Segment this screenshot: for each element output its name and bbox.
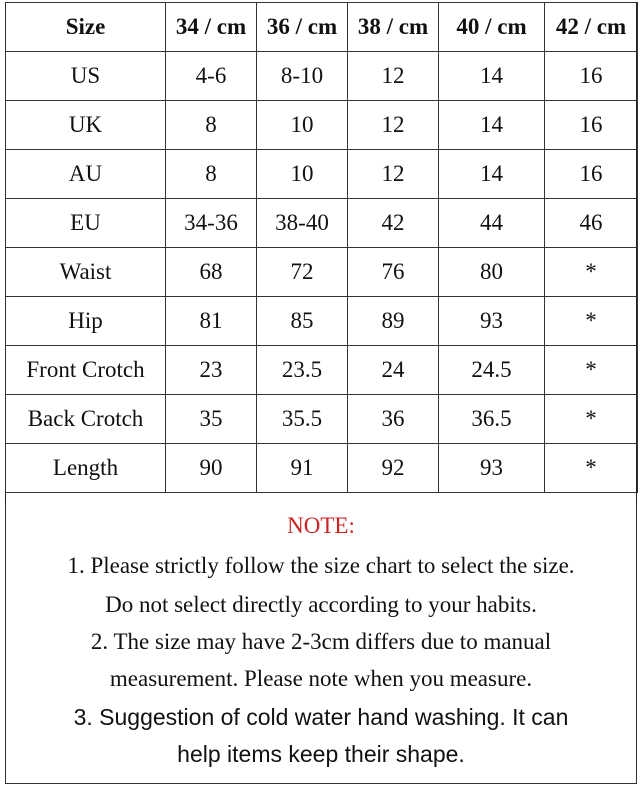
- table-cell: 38-40: [257, 199, 348, 248]
- table-cell: *: [545, 248, 638, 297]
- note-line-3: 2. The size may have 2-3cm differs due to manual: [90, 629, 552, 654]
- row-label: EU: [6, 199, 166, 248]
- table-cell: 12: [348, 150, 439, 199]
- table-row: [6, 444, 638, 493]
- row-label: UK: [6, 101, 166, 150]
- table-header-row: [6, 3, 638, 52]
- table-cell: *: [545, 297, 638, 346]
- table-cell: 68: [166, 248, 257, 297]
- table-cell: 14: [439, 101, 545, 150]
- table-cell: *: [545, 346, 638, 395]
- table-cell: 16: [545, 150, 638, 199]
- table-cell: 24.5: [439, 346, 545, 395]
- table-cell: *: [545, 395, 638, 444]
- table-row: [6, 297, 638, 346]
- row-label: US: [6, 52, 166, 101]
- table-cell: 92: [348, 444, 439, 493]
- table-cell: 24: [348, 346, 439, 395]
- table-cell: 93: [439, 444, 545, 493]
- table-row: [6, 199, 638, 248]
- row-label: Back Crotch: [6, 395, 166, 444]
- table-cell: 8-10: [257, 52, 348, 101]
- table-cell: 8: [166, 150, 257, 199]
- table-row: [6, 395, 638, 444]
- table-cell: 72: [257, 248, 348, 297]
- table-cell: 16: [545, 101, 638, 150]
- note-line-6: help items keep their shape.: [177, 741, 465, 767]
- table-cell: 42: [348, 199, 439, 248]
- row-label: AU: [6, 150, 166, 199]
- table-cell: 36.5: [439, 395, 545, 444]
- table-row: [6, 52, 638, 101]
- table-cell: 46: [545, 199, 638, 248]
- table-row: [6, 101, 638, 150]
- note-line-2: Do not select directly according to your habits.: [105, 592, 537, 617]
- header-40: 40 / cm: [439, 3, 545, 52]
- table-row: [6, 248, 638, 297]
- note-line-5: 3. Suggestion of cold water hand washing. It can: [73, 704, 569, 730]
- table-cell: 34-36: [166, 199, 257, 248]
- header-38: 38 / cm: [348, 3, 439, 52]
- table-cell: 93: [439, 297, 545, 346]
- note-line-1: 1. Please strictly follow the size chart to select the size.: [67, 553, 575, 578]
- table-cell: 23: [166, 346, 257, 395]
- table-cell: 35.5: [257, 395, 348, 444]
- note-line-4: measurement. Please note when you measure.: [109, 666, 533, 691]
- header-36: 36 / cm: [257, 3, 348, 52]
- note-title: NOTE:: [287, 513, 355, 538]
- row-label: Length: [6, 444, 166, 493]
- table-cell: 12: [348, 101, 439, 150]
- table-cell: 12: [348, 52, 439, 101]
- table-cell: 89: [348, 297, 439, 346]
- header-34: 34 / cm: [166, 3, 257, 52]
- table-cell: 8: [166, 101, 257, 150]
- table-cell: 23.5: [257, 346, 348, 395]
- notes-section: [5, 505, 637, 784]
- table-cell: 16: [545, 52, 638, 101]
- table-cell: 80: [439, 248, 545, 297]
- table-cell: 10: [257, 101, 348, 150]
- table-cell: 76: [348, 248, 439, 297]
- row-label: Waist: [6, 248, 166, 297]
- table-cell: 81: [166, 297, 257, 346]
- row-label: Hip: [6, 297, 166, 346]
- table-row: [6, 346, 638, 395]
- table-cell: 90: [166, 444, 257, 493]
- table-cell: 14: [439, 52, 545, 101]
- size-table: [5, 2, 638, 493]
- table-cell: 36: [348, 395, 439, 444]
- table-cell: 10: [257, 150, 348, 199]
- table-cell: 91: [257, 444, 348, 493]
- table-cell: 14: [439, 150, 545, 199]
- row-label: Front Crotch: [6, 346, 166, 395]
- table-cell: 35: [166, 395, 257, 444]
- table-cell: 85: [257, 297, 348, 346]
- table-cell: *: [545, 444, 638, 493]
- table-row: [6, 150, 638, 199]
- table-cell: 4-6: [166, 52, 257, 101]
- header-42: 42 / cm: [545, 3, 638, 52]
- header-size: Size: [6, 3, 166, 52]
- table-cell: 44: [439, 199, 545, 248]
